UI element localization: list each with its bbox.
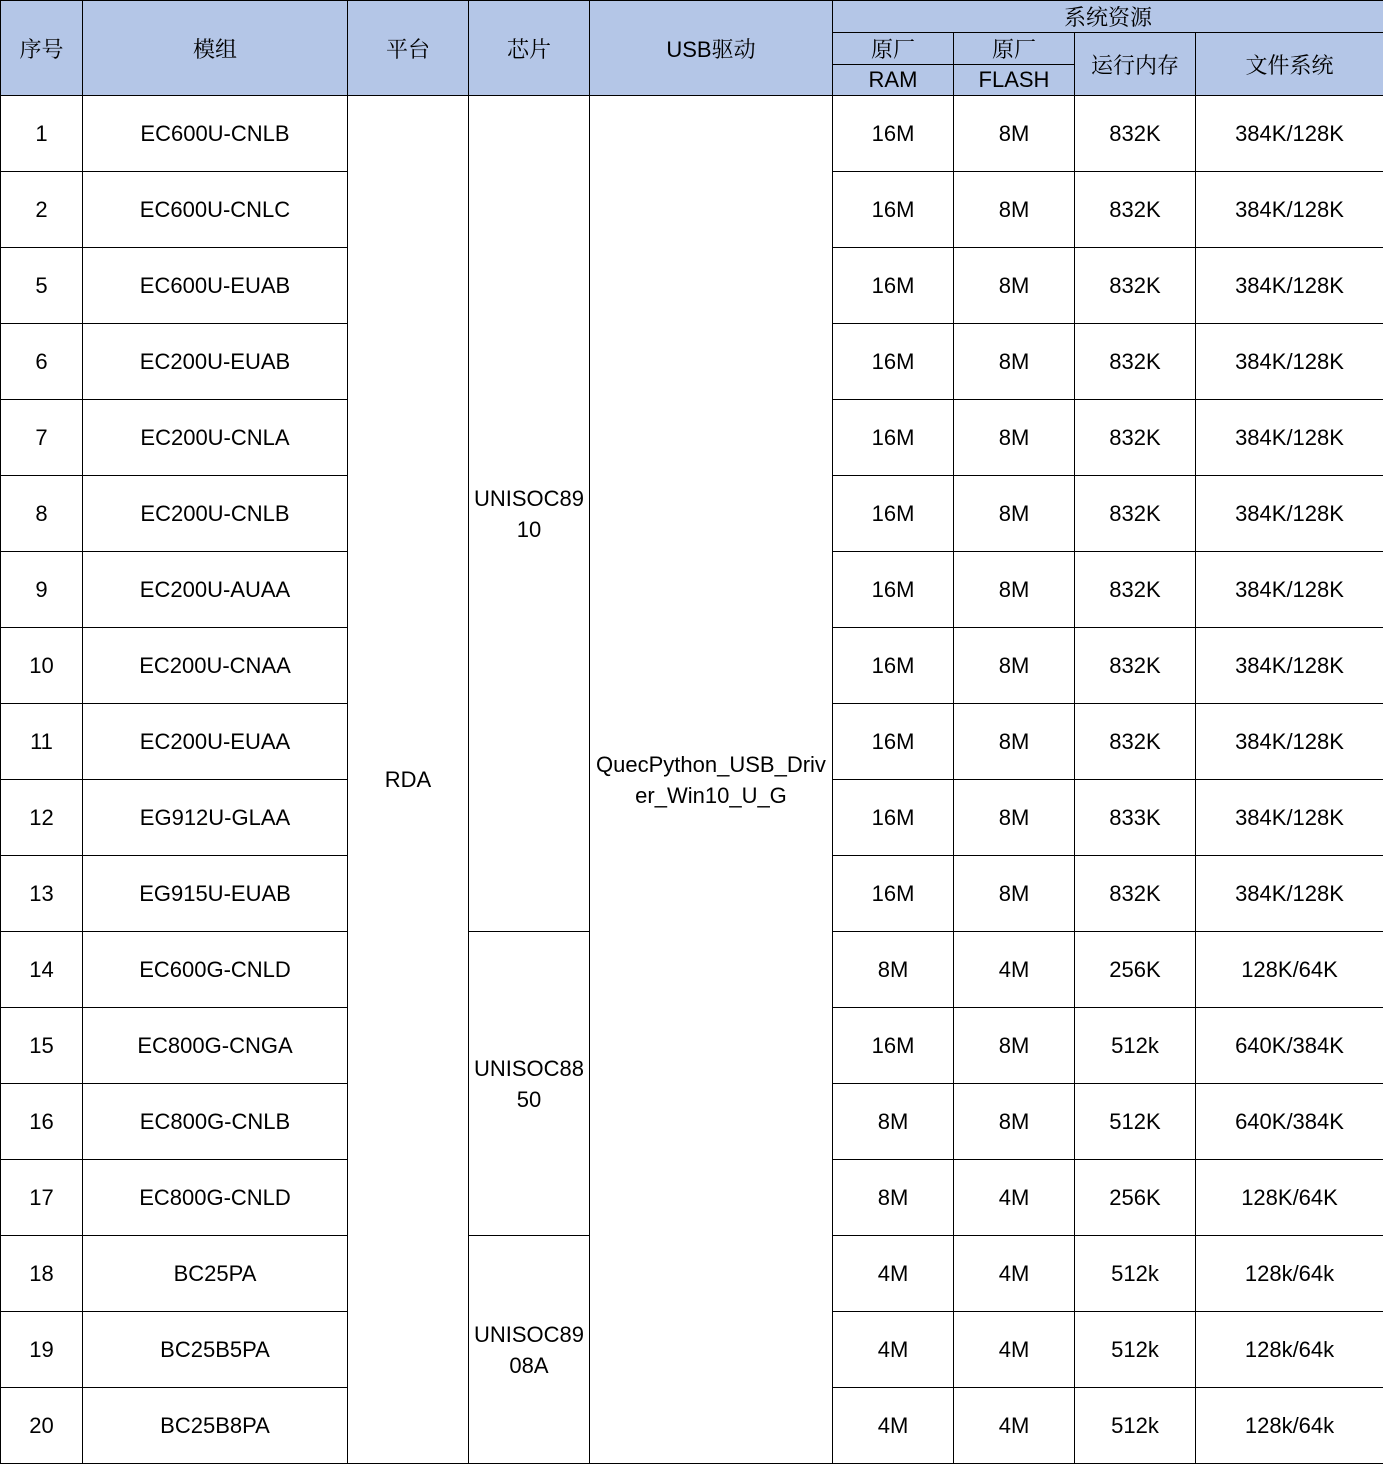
cell-module: EC600U-CNLB [83,96,348,172]
cell-flash: 8M [954,96,1075,172]
cell-index: 12 [1,780,83,856]
cell-ram: 16M [833,628,954,704]
cell-chip: UNISOC8908A [469,1236,590,1464]
cell-module: EC200U-EUAA [83,704,348,780]
cell-file-system: 128K/64K [1196,1160,1383,1236]
cell-flash: 8M [954,324,1075,400]
table-row [1,96,1383,172]
cell-flash: 8M [954,780,1075,856]
cell-index: 17 [1,1160,83,1236]
cell-runtime-memory: 832K [1075,704,1196,780]
cell-flash: 8M [954,476,1075,552]
cell-flash: 4M [954,1160,1075,1236]
cell-module: BC25PA [83,1236,348,1312]
cell-ram: 16M [833,324,954,400]
cell-runtime-memory: 832K [1075,628,1196,704]
cell-flash: 4M [954,932,1075,1008]
cell-runtime-memory: 832K [1075,476,1196,552]
cell-index: 7 [1,400,83,476]
cell-module: BC25B8PA [83,1388,348,1464]
header-chip: 芯片 [469,1,590,96]
cell-file-system: 640K/384K [1196,1008,1383,1084]
cell-index: 13 [1,856,83,932]
header-ram: RAM [833,65,954,96]
cell-runtime-memory: 832K [1075,856,1196,932]
cell-file-system: 384K/128K [1196,552,1383,628]
cell-index: 10 [1,628,83,704]
cell-usb-driver: QuecPython_USB_Driver_Win10_U_G [590,96,833,1464]
cell-ram: 16M [833,552,954,628]
cell-runtime-memory: 832K [1075,552,1196,628]
cell-ram: 16M [833,400,954,476]
cell-module: EC200U-CNLA [83,400,348,476]
cell-module: EC800G-CNLD [83,1160,348,1236]
header-flash: FLASH [954,65,1075,96]
cell-file-system: 384K/128K [1196,476,1383,552]
cell-runtime-memory: 512k [1075,1008,1196,1084]
table-header [1,1,1383,96]
cell-flash: 8M [954,628,1075,704]
cell-runtime-memory: 833K [1075,780,1196,856]
cell-runtime-memory: 256K [1075,1160,1196,1236]
cell-module: BC25B5PA [83,1312,348,1388]
cell-ram: 8M [833,932,954,1008]
cell-file-system: 384K/128K [1196,704,1383,780]
cell-file-system: 128K/64K [1196,932,1383,1008]
cell-file-system: 128k/64k [1196,1388,1383,1464]
cell-module: EC200U-EUAB [83,324,348,400]
cell-chip: UNISOC8910 [469,96,590,932]
cell-flash: 8M [954,400,1075,476]
header-platform: 平台 [348,1,469,96]
cell-ram: 16M [833,1008,954,1084]
header-system-resources: 系统资源 [833,1,1383,33]
cell-index: 9 [1,552,83,628]
cell-flash: 8M [954,1084,1075,1160]
cell-ram: 16M [833,704,954,780]
header-usb-driver: USB驱动 [590,1,833,96]
cell-ram: 16M [833,248,954,324]
cell-index: 18 [1,1236,83,1312]
cell-ram: 8M [833,1084,954,1160]
cell-file-system: 384K/128K [1196,96,1383,172]
cell-module: EC200U-CNAA [83,628,348,704]
cell-index: 5 [1,248,83,324]
cell-ram: 16M [833,780,954,856]
cell-flash: 8M [954,704,1075,780]
cell-ram: 8M [833,1160,954,1236]
header-runtime-memory: 运行内存 [1075,33,1196,96]
cell-runtime-memory: 512k [1075,1388,1196,1464]
cell-chip: UNISOC8850 [469,932,590,1236]
cell-ram: 16M [833,172,954,248]
cell-index: 11 [1,704,83,780]
cell-file-system: 128k/64k [1196,1236,1383,1312]
cell-runtime-memory: 256K [1075,932,1196,1008]
cell-module: EC200U-CNLB [83,476,348,552]
cell-ram: 4M [833,1312,954,1388]
cell-runtime-memory: 512k [1075,1236,1196,1312]
cell-file-system: 384K/128K [1196,856,1383,932]
cell-module: EC600U-EUAB [83,248,348,324]
cell-file-system: 384K/128K [1196,628,1383,704]
header-module: 模组 [83,1,348,96]
cell-flash: 4M [954,1388,1075,1464]
cell-module: EC600U-CNLC [83,172,348,248]
cell-runtime-memory: 512K [1075,1084,1196,1160]
cell-module: EC800G-CNLB [83,1084,348,1160]
cell-ram: 16M [833,96,954,172]
cell-flash: 8M [954,172,1075,248]
cell-file-system: 128k/64k [1196,1312,1383,1388]
cell-index: 1 [1,96,83,172]
cell-ram: 4M [833,1388,954,1464]
cell-index: 15 [1,1008,83,1084]
cell-file-system: 640K/384K [1196,1084,1383,1160]
cell-file-system: 384K/128K [1196,172,1383,248]
cell-index: 2 [1,172,83,248]
cell-ram: 16M [833,856,954,932]
cell-ram: 16M [833,476,954,552]
cell-runtime-memory: 832K [1075,324,1196,400]
header-ram-top: 原厂 [833,33,954,65]
cell-module: EG912U-GLAA [83,780,348,856]
cell-index: 14 [1,932,83,1008]
cell-runtime-memory: 832K [1075,172,1196,248]
cell-module: EC600G-CNLD [83,932,348,1008]
cell-file-system: 384K/128K [1196,780,1383,856]
cell-platform: RDA [348,96,469,1464]
cell-flash: 8M [954,248,1075,324]
cell-flash: 4M [954,1312,1075,1388]
cell-index: 8 [1,476,83,552]
cell-file-system: 384K/128K [1196,400,1383,476]
cell-file-system: 384K/128K [1196,324,1383,400]
cell-runtime-memory: 832K [1075,248,1196,324]
cell-index: 6 [1,324,83,400]
cell-flash: 8M [954,856,1075,932]
cell-module: EC200U-AUAA [83,552,348,628]
cell-ram: 4M [833,1236,954,1312]
cell-file-system: 384K/128K [1196,248,1383,324]
cell-index: 19 [1,1312,83,1388]
cell-index: 16 [1,1084,83,1160]
cell-runtime-memory: 832K [1075,400,1196,476]
cell-flash: 4M [954,1236,1075,1312]
header-file-system: 文件系统 [1196,33,1383,96]
cell-runtime-memory: 512k [1075,1312,1196,1388]
cell-module: EG915U-EUAB [83,856,348,932]
header-index: 序号 [1,1,83,96]
table-body [1,96,1383,1464]
cell-flash: 8M [954,1008,1075,1084]
cell-module: EC800G-CNGA [83,1008,348,1084]
cell-runtime-memory: 832K [1075,96,1196,172]
cell-index: 20 [1,1388,83,1464]
cell-flash: 8M [954,552,1075,628]
header-flash-top: 原厂 [954,33,1075,65]
